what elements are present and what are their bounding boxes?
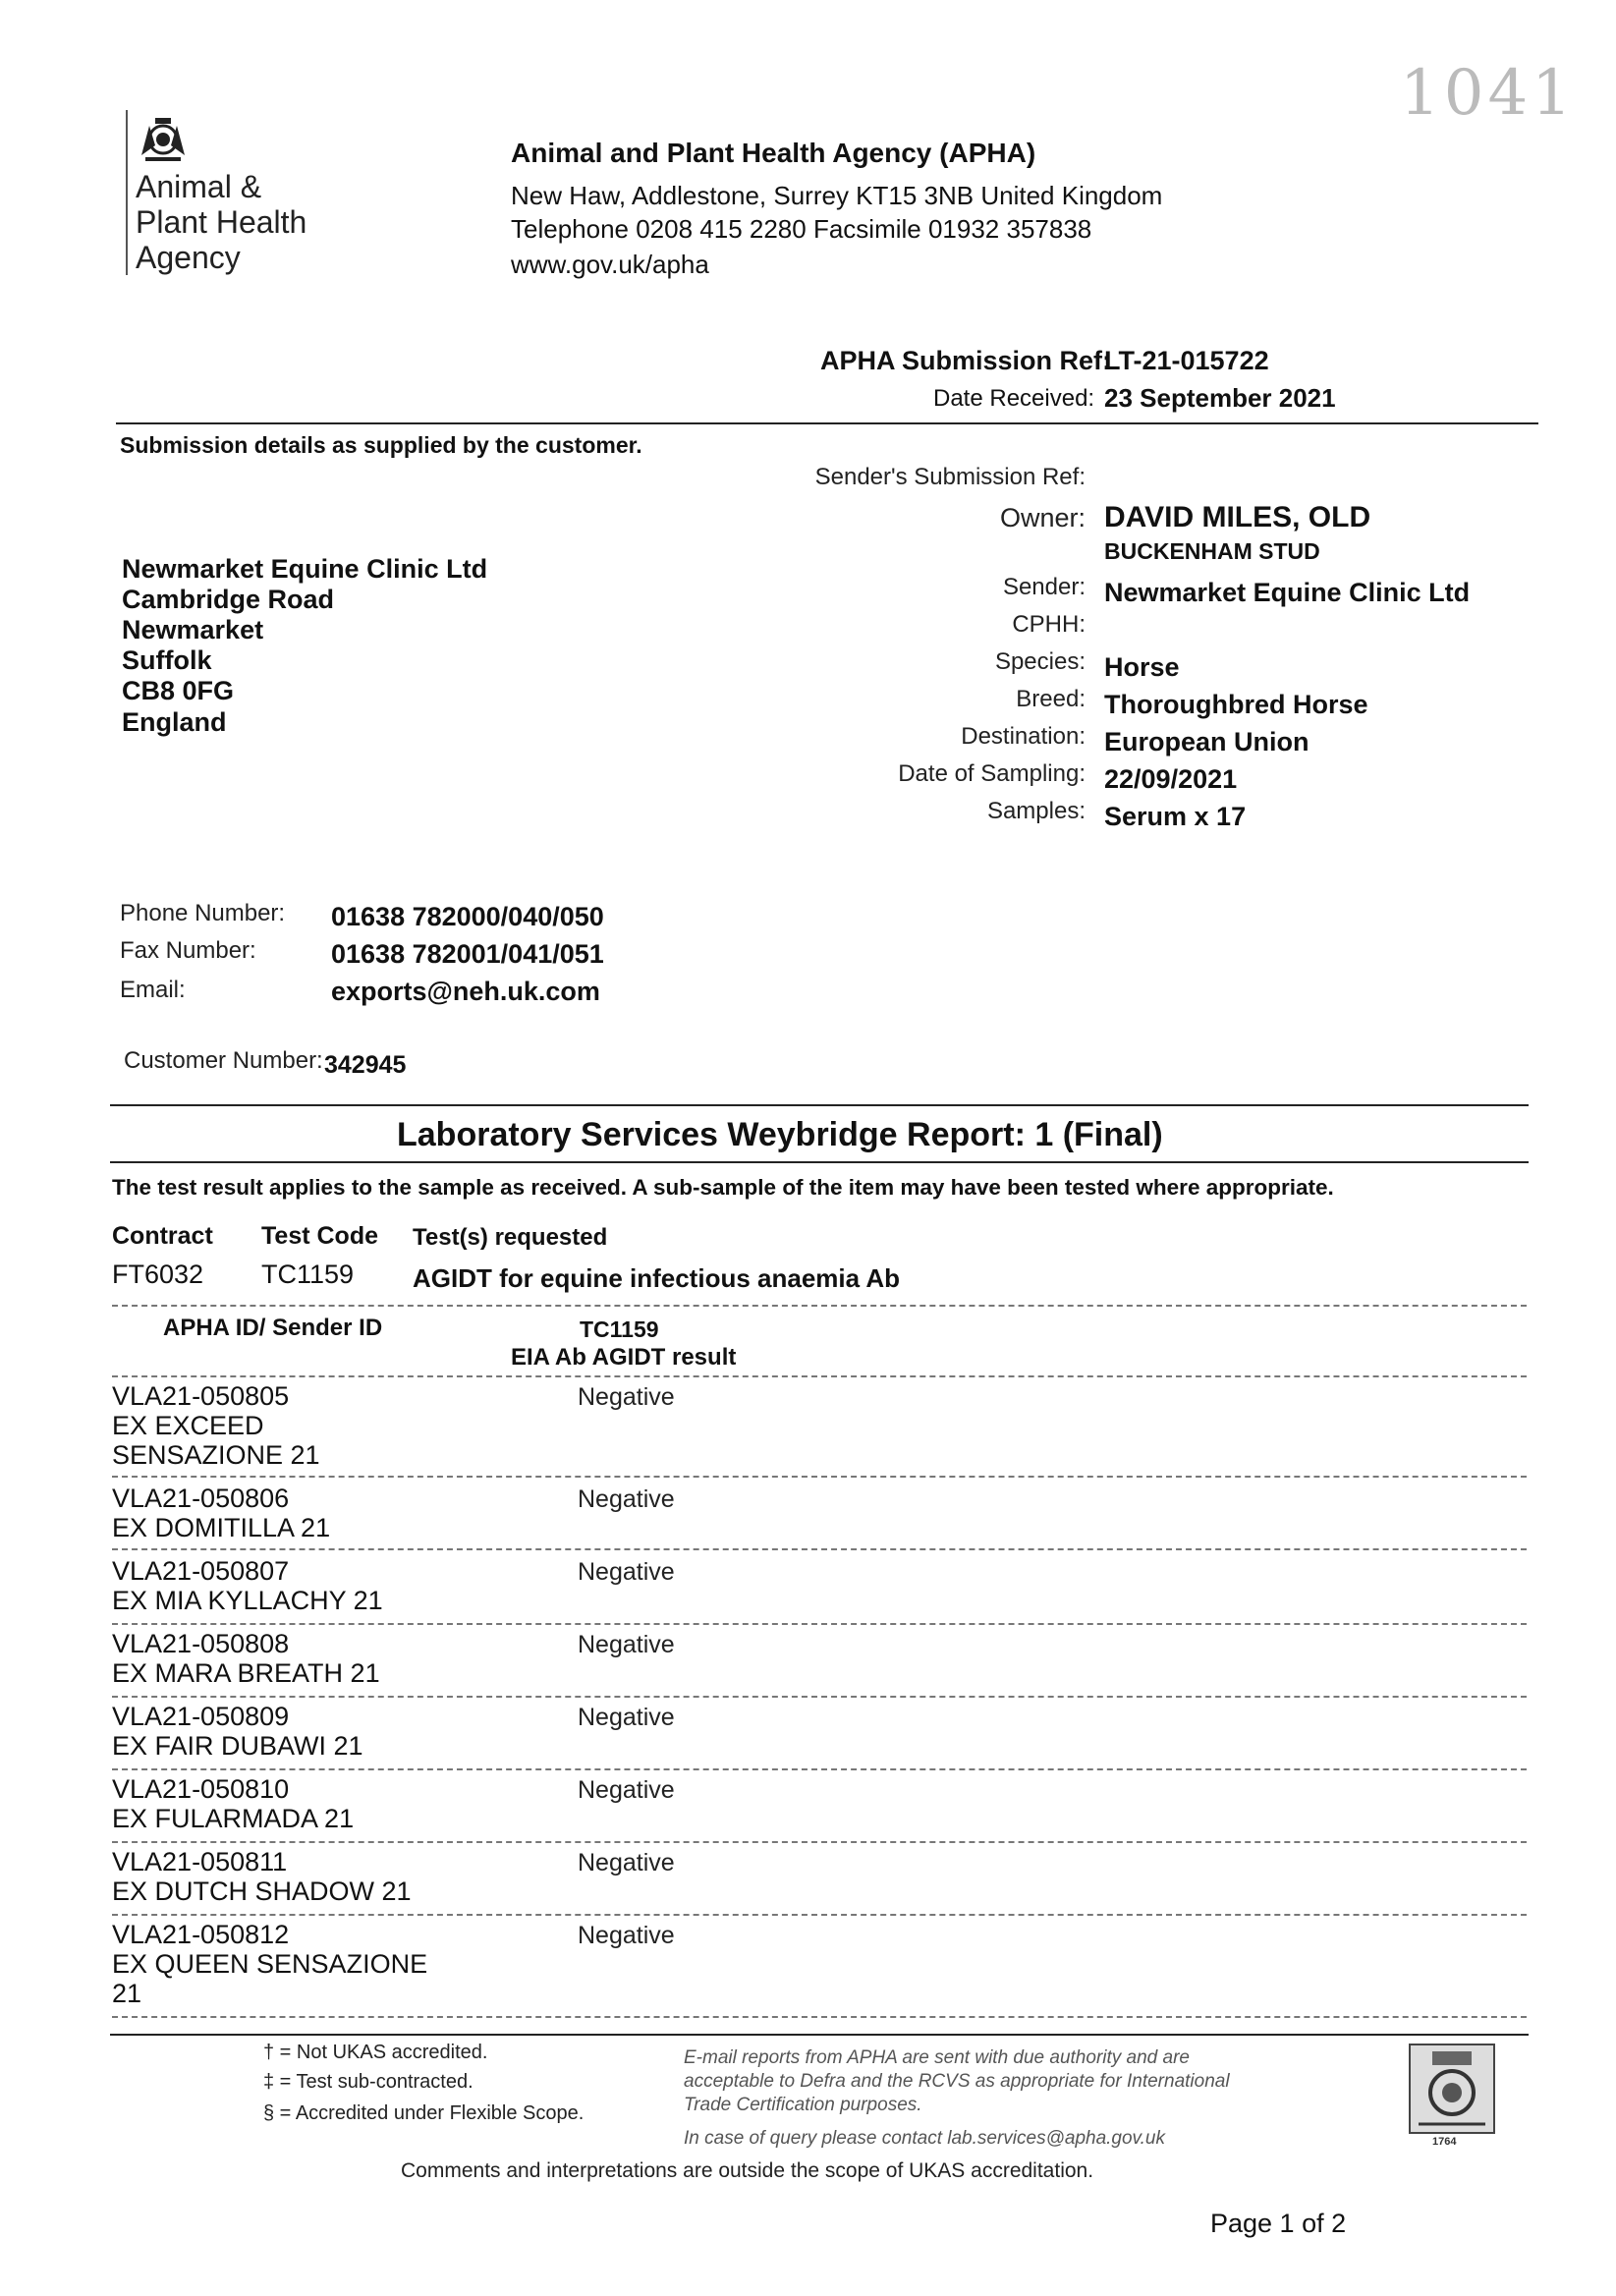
details-heading: Submission details as supplied by the customer. [120,432,642,458]
test-code-value: TC1159 [261,1260,355,1289]
contract-value: FT6032 [112,1260,204,1289]
sender-id: EX DUTCH SHADOW 21 [112,1876,412,1906]
apha-id: VLA21-050812 [112,1920,290,1949]
sender-value: Newmarket Equine Clinic Ltd [1104,578,1471,607]
email-note-line: Trade Certification purposes. [684,2095,922,2115]
senders-ref-label: Sender's Submission Ref: [814,464,1086,490]
species-value: Horse [1104,652,1180,682]
sender-id: SENSAZIONE 21 [112,1440,320,1470]
samples-value: Serum x 17 [1104,802,1247,831]
col2-header-line2: EIA Ab AGIDT result [511,1344,737,1371]
species-label: Species: [994,648,1086,675]
row-divider [112,1914,1527,1916]
customer-number-label: Customer Number: [124,1047,323,1074]
phone-label: Phone Number: [120,900,286,926]
apha-id: VLA21-050806 [112,1484,290,1513]
col2-header-line1: TC1159 [580,1316,659,1342]
address-line: Newmarket Equine Clinic Ltd [122,554,488,584]
contract-label: Contract [112,1222,213,1250]
email-value: exports@neh.uk.com [331,977,600,1006]
result-value: Negative [578,1776,675,1804]
sender-id: EX EXCEED [112,1411,264,1440]
date-received-label: Date Received: [933,385,1095,412]
table-divider [112,1375,1527,1377]
col1-header: APHA ID/ Sender ID [163,1315,383,1341]
result-value: Negative [578,1631,675,1658]
query-note: In case of query please contact lab.services@apha.gov.uk [684,2128,1165,2149]
logo-line-3: Agency [136,240,241,275]
email-label: Email: [120,977,186,1003]
report-note: The test result applies to the sample as received. A sub-sample of the item may have been tested where appropriate. [112,1175,1334,1200]
sender-id: EX FAIR DUBAWI 21 [112,1731,363,1761]
ukas-number: 1764 [1432,2136,1457,2148]
address-line: Cambridge Road [122,585,335,614]
sender-id: 21 [112,1979,142,2008]
logo-line-1: Animal & [136,169,262,204]
apha-id: VLA21-050807 [112,1556,290,1586]
fax-label: Fax Number: [120,937,256,964]
samples-label: Samples: [986,798,1086,824]
row-divider [112,2016,1527,2018]
tests-requested-label: Test(s) requested [413,1224,608,1251]
apha-id: VLA21-050808 [112,1629,290,1658]
email-note-line: acceptable to Defra and the RCVS as appropriate for International [684,2071,1230,2092]
sender-id: EX MIA KYLLACHY 21 [112,1586,383,1615]
report-title-divider [110,1161,1529,1163]
comments-note: Comments and interpretations are outside the scope of UKAS accreditation. [401,2159,1094,2182]
legend-not-ukas: † = Not UKAS accredited. [263,2042,488,2063]
date-received-value: 23 September 2021 [1104,383,1336,413]
agency-address: New Haw, Addlestone, Surrey KT15 3NB United Kingdom [511,181,1163,210]
customer-number-value: 342945 [324,1051,407,1079]
row-divider [112,1768,1527,1770]
date-sampling-value: 22/09/2021 [1104,764,1238,794]
address-line: England [122,707,227,737]
apha-id: VLA21-050810 [112,1774,290,1804]
report-top-divider [110,1104,1529,1106]
sender-label: Sender: [1002,574,1086,600]
page-number: Page 1 of 2 [1210,2209,1347,2238]
row-divider [112,1476,1527,1478]
agency-website: www.gov.uk/apha [511,250,709,279]
test-requested-value: AGIDT for equine infectious anaemia Ab [413,1263,900,1293]
result-value: Negative [578,1849,675,1876]
header-divider [116,422,1538,424]
address-line: Suffolk [122,645,212,675]
apha-id: VLA21-050805 [112,1381,290,1411]
result-value: Negative [578,1922,675,1949]
apha-id: VLA21-050811 [112,1847,288,1876]
row-divider [112,1841,1527,1843]
royal-crest-icon [136,116,191,163]
owner-value-2: BUCKENHAM STUD [1104,538,1320,564]
legend-sub-contracted: ‡ = Test sub-contracted. [263,2071,474,2093]
address-line: CB8 0FG [122,676,235,705]
email-note-line: E-mail reports from APHA are sent with due authority and are [684,2047,1190,2068]
result-value: Negative [578,1485,675,1513]
result-value: Negative [578,1383,675,1411]
ukas-logo [1409,2044,1495,2134]
sender-id: EX QUEEN SENSAZIONE [112,1949,428,1979]
footer-divider [110,2034,1529,2036]
handwritten-number: 1041 [1400,57,1576,130]
sender-id: EX MARA BREATH 21 [112,1658,380,1688]
destination-label: Destination: [961,723,1086,750]
breed-label: Breed: [1016,686,1086,712]
result-value: Negative [578,1558,675,1586]
destination-value: European Union [1104,727,1310,756]
submission-ref-value: LT-21-015722 [1104,346,1269,375]
cphh-label: CPHH: [1012,611,1086,638]
report-title: Laboratory Services Weybridge Report: 1 (Final) [397,1116,1163,1153]
owner-label: Owner: [999,503,1086,532]
row-divider [112,1623,1527,1625]
ukas-crown-icon [1411,2045,1493,2132]
sender-id: EX DOMITILLA 21 [112,1513,331,1542]
test-code-label: Test Code [261,1222,378,1250]
date-sampling-label: Date of Sampling: [898,760,1086,787]
row-divider [112,1696,1527,1698]
agency-name: Animal and Plant Health Agency (APHA) [511,138,1036,168]
row-divider [112,1548,1527,1550]
result-value: Negative [578,1704,675,1731]
logo-rule [126,110,128,275]
owner-value: DAVID MILES, OLD [1104,501,1371,533]
table-divider [112,1305,1527,1307]
fax-value: 01638 782001/041/051 [331,939,604,969]
sender-id: EX FULARMADA 21 [112,1804,355,1833]
logo-line-2: Plant Health [136,204,307,240]
apha-id: VLA21-050809 [112,1702,290,1731]
agency-telephone: Telephone 0208 415 2280 Facsimile 01932 357838 [511,214,1092,244]
phone-value: 01638 782000/040/050 [331,902,604,931]
legend-flexible-scope: § = Accredited under Flexible Scope. [263,2102,585,2124]
address-line: Newmarket [122,615,264,644]
submission-ref-label: APHA Submission Ref: [820,346,1112,375]
breed-value: Thoroughbred Horse [1104,690,1368,719]
